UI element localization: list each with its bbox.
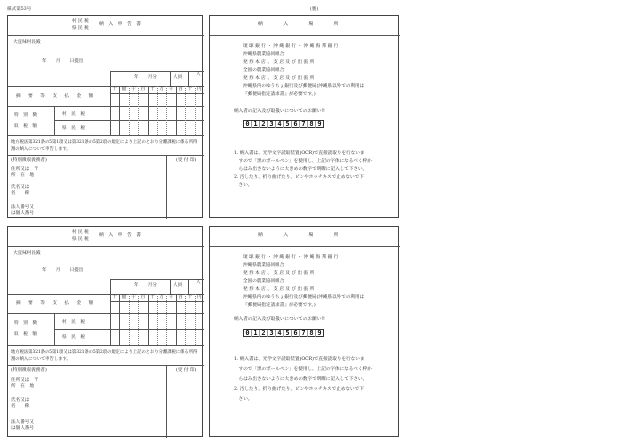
ocr-digit: 4 (276, 330, 284, 337)
collected-tax-label: 収 税 額 (14, 124, 37, 129)
bank-line-4: 全国の農業協同組合 (243, 279, 285, 284)
note-line-5: さい。 (234, 397, 253, 402)
note-line-1: 1. 納入書は、光学文字読取装置(OCR)で直接読取りを行ないま (234, 357, 365, 362)
ocr-digit: 3 (268, 121, 276, 128)
digit-unit-label: 千 (131, 86, 136, 92)
village-tax-row: 村 民 税 (62, 112, 85, 117)
digit-column-divider (185, 294, 186, 345)
digit-unit-label: 十 (112, 86, 117, 92)
period-label: 年 月分 (134, 75, 157, 80)
digit-unit-label: 百 (140, 86, 146, 92)
tax-label-village: 村 民 税 (72, 19, 89, 24)
bank-line-5: 発 券 本 店 、 支 店 及 び 出 張 所 (243, 287, 315, 292)
digit-column-divider (129, 294, 130, 345)
ocr-digit: 8 (308, 330, 316, 337)
bank-line-7: 『郵便局指定請求書』が必要です。) (243, 303, 316, 308)
digit-column-divider (148, 294, 149, 345)
digit-column-divider (176, 86, 177, 135)
note-line-2: すので「黒のボールペン」を使用し、上記の字体になるべく枠か (234, 159, 372, 164)
special-collection-label: 特 別 徴 (14, 113, 37, 118)
submit-date: 年 月 日提出 (42, 59, 84, 64)
form-number: 様式第53号 (7, 7, 32, 12)
ocr-digit: 6 (292, 330, 300, 337)
note-line-5: さい。 (234, 183, 253, 188)
form-title: 納 入 申 告 書 (99, 233, 143, 238)
digit-column-divider (119, 86, 120, 135)
digit-column-divider (119, 294, 120, 345)
ocr-digit: 1 (252, 330, 260, 337)
obligor-label: (特別徴収義務者) (11, 368, 47, 373)
legal-notice: 地方税法第321条の5第1項又は第321条の5第2項の規定により上記のとおり分離課税に係る所得割の納入について申告します。 (11, 350, 198, 362)
digit-column-divider (138, 86, 139, 135)
ocr-digit: 7 (300, 330, 308, 337)
collected-tax-label: 収 税 額 (14, 332, 37, 337)
ocr-digit: 8 (308, 121, 316, 128)
bank-line-1: 琉 球 銀 行 ・ 沖 縄 銀 行 ・ 沖 縄 海 邦 銀 行 (243, 44, 339, 49)
digit-unit-label: 十 (150, 86, 155, 92)
ocr-digit: 5 (284, 121, 292, 128)
digit-unit-label: 万 (159, 294, 164, 300)
name-label-2: 名 称 (11, 404, 30, 409)
digit-unit-label: 円 (197, 86, 202, 92)
special-collection-label: 特 別 徴 (14, 321, 37, 326)
ocr-digit-sample-2 (243, 329, 324, 337)
note-line-3: らはみ出さないように大きめの数字で明瞭に記入して下さい。 (234, 167, 368, 172)
tax-label-prefecture: 県 民 税 (72, 26, 89, 31)
digit-column-divider (138, 294, 139, 345)
ocr-digit: 3 (268, 330, 276, 337)
corp-number-label: 法人番号又 (11, 205, 34, 210)
ocr-digit: 7 (300, 121, 308, 128)
ocr-digit: 2 (260, 121, 268, 128)
people-label: 人員 (173, 75, 183, 80)
ocr-digit-sample-1 (243, 120, 324, 128)
form-left-2 (7, 226, 203, 437)
received-stamp-label: (受 付 印) (176, 368, 197, 373)
note-line-4: 2. 汚したり、折り曲げたり、ピンやホッチキスで止めないで下 (234, 387, 364, 392)
bank-line-2: 沖縄県農業協同組合 (243, 263, 285, 268)
location-label: 所 在 地 (11, 384, 34, 389)
digit-unit-label: 百 (178, 86, 183, 92)
digit-column-divider (157, 86, 158, 135)
prefecture-tax-row: 県 民 税 (62, 335, 85, 340)
digit-unit-label: 百 (140, 294, 146, 300)
digit-column-divider (195, 294, 196, 345)
digit-unit-label: 万 (159, 86, 164, 92)
form-right-1 (209, 15, 399, 218)
note-line-3: らはみ出さないように大きめの数字で明瞭に記入して下さい。 (234, 377, 368, 382)
note-line-2: すので「黒のボールペン」を使用し、上記の字体になるべく枠か (234, 367, 372, 372)
legal-notice: 地方税法第321条の5第1項又は第321条の5第2項の規定により上記のとおり分離課税に係る所得割の納入について申告します。 (11, 140, 198, 152)
form-left-1 (7, 15, 203, 218)
ocr-digit: 9 (317, 120, 322, 128)
village-tax-row: 村 民 税 (62, 320, 85, 325)
digit-column-divider (166, 86, 167, 135)
bank-line-3: 発 券 本 店 、 支 店 及 び 出 張 所 (243, 271, 315, 276)
note-line-1: 1. 納入書は、光学文字読取装置(OCR)で直接読取りを行ないま (234, 151, 365, 156)
ocr-digit: 4 (276, 121, 284, 128)
digit-column-divider (185, 86, 186, 135)
form-title: 納 入 申 告 書 (99, 22, 143, 27)
people-unit: 人 (196, 72, 201, 77)
payment-place-title: 納 入 場 所 (258, 22, 340, 27)
tax-label-prefecture: 県 民 税 (72, 237, 89, 242)
digit-unit-label: 億 (121, 86, 127, 92)
digit-column-divider (195, 86, 196, 135)
recipient: 大宜味村長殿 (13, 251, 41, 256)
digit-unit-label: 千 (131, 294, 136, 300)
bank-line-3: 発 券 本 店 、 支 店 及 び 出 張 所 (243, 60, 315, 65)
address-label: 住所又は 〒 (11, 378, 39, 383)
ocr-digit: 0 (244, 330, 252, 337)
bank-line-6: 沖縄県内のゆうちょ銀行及び郵便局(沖縄県以外での利用は (243, 295, 365, 300)
ocr-digit: 0 (244, 121, 252, 128)
bank-line-6: 沖縄県内のゆうちょ銀行及び郵便局(沖縄県以外での利用は (243, 84, 365, 89)
address-label: 住所又は 〒 (11, 167, 39, 172)
name-label: 氏名又は (11, 185, 30, 190)
digit-unit-label: 十 (187, 294, 193, 300)
digit-unit-label: 十 (112, 294, 117, 300)
name-label: 氏名又は (11, 398, 30, 403)
ocr-digit: 5 (284, 330, 292, 337)
digit-unit-label: 百 (178, 294, 183, 300)
note-line-4: 2. 汚したり、折り曲げたり、ピンやホッチキスで止めないで下 (234, 175, 364, 180)
received-stamp-label: (受 付 印) (176, 158, 197, 163)
digit-column-divider (148, 86, 149, 135)
obligor-label: (特別徴収義務者) (11, 158, 47, 163)
corp-number-label-2: は個人番号 (11, 211, 34, 216)
corp-number-label-2: は個人番号 (11, 426, 34, 431)
bank-line-1: 琉 球 銀 行 ・ 沖 縄 銀 行 ・ 沖 縄 海 邦 銀 行 (243, 255, 339, 260)
digit-unit-label: 円 (197, 294, 202, 300)
digit-column-divider (166, 294, 167, 345)
bank-line-4: 全国の農業協同組合 (243, 68, 285, 73)
payment-column-label: 摘 要 等 支 払 金 額 (16, 94, 94, 99)
corp-number-label: 法人番号又 (11, 420, 34, 425)
name-label-2: 名 称 (11, 191, 30, 196)
request-heading: 納入者の記入及び取扱いについてのお願い!! (234, 317, 325, 322)
ocr-digit: 1 (252, 121, 260, 128)
period-label: 年 月分 (134, 283, 157, 288)
bank-line-7: 『郵便局指定請求書』が必要です。) (243, 92, 316, 97)
digit-unit-label: 千 (168, 86, 174, 92)
people-label: 人員 (173, 283, 183, 288)
ocr-digit: 2 (260, 330, 268, 337)
people-unit: 人 (196, 280, 201, 285)
prefecture-tax-row: 県 民 税 (62, 126, 85, 131)
digit-unit-label: 十 (187, 86, 193, 92)
digit-unit-label: 億 (121, 294, 127, 300)
bank-line-5: 発 券 本 店 、 支 店 及 び 出 張 所 (243, 76, 315, 81)
back-label: (裏) (310, 7, 319, 12)
tax-label-village: 村 民 税 (72, 230, 89, 235)
request-heading: 納入者の記入及び取扱いについてのお願い!! (234, 109, 325, 114)
bank-line-2: 沖縄県農業協同組合 (243, 52, 285, 57)
digit-column-divider (129, 86, 130, 135)
payment-place-title: 納 入 場 所 (258, 233, 340, 238)
digit-unit-label: 千 (168, 294, 174, 300)
form-right-2 (209, 226, 399, 437)
submit-date: 年 月 日提出 (42, 268, 84, 273)
digit-unit-label: 十 (150, 294, 155, 300)
location-label: 所 在 地 (11, 173, 34, 178)
digit-column-divider (176, 294, 177, 345)
digit-column-divider (157, 294, 158, 345)
payment-column-label: 摘 要 等 支 払 金 額 (16, 301, 94, 306)
ocr-digit: 9 (317, 329, 322, 337)
recipient: 大宜味村長殿 (13, 40, 41, 45)
ocr-digit: 6 (292, 121, 300, 128)
